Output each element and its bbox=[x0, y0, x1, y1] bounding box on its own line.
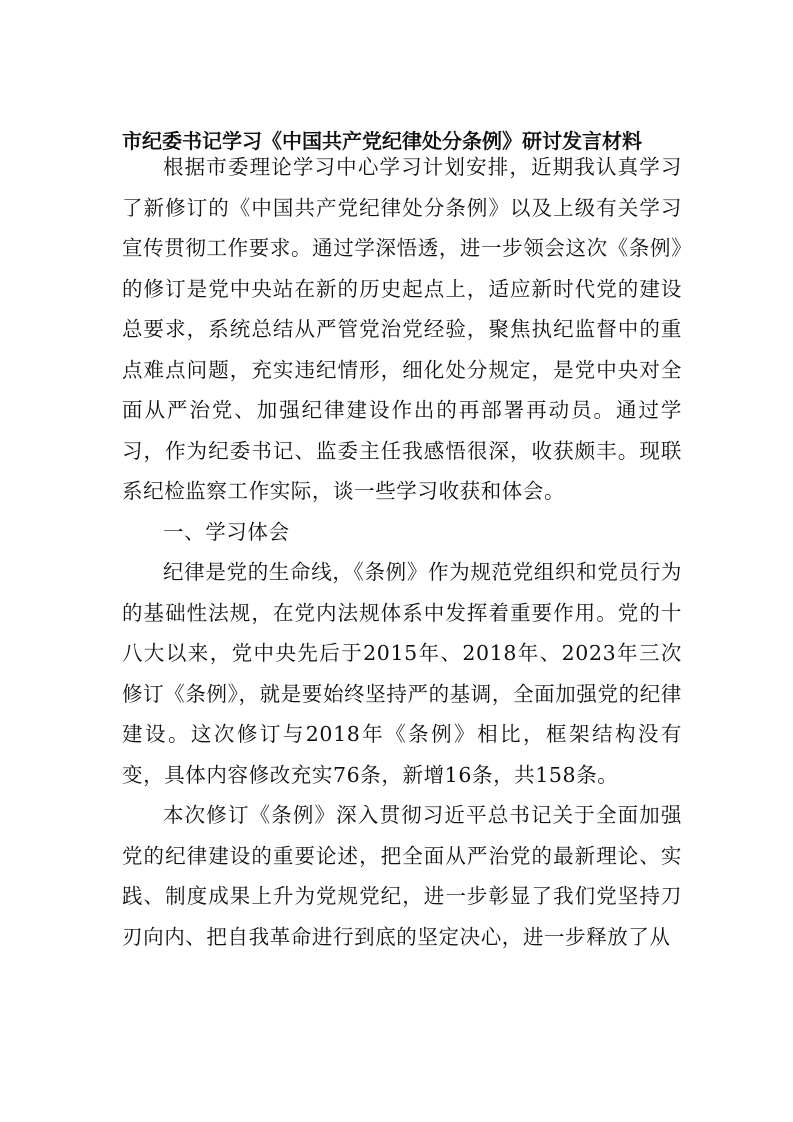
paragraph-intro: 根据市委理论学习中心学习计划安排，近期我认真学习了新修订的《中国共产党纪律处分条例》以及上级有关学习宣传贯彻工作要求。通过学深悟透，进一步领会这次《条例》的修订是党中央站在新的历史起点上，适应新时代党的建设总要求，系统总结从严管党治党经验，聚焦执纪监督中的重点难点问题，充实违纪情形，细化处分规定，是党中央对全面从严治党、加强纪律建设作出的再部署再动员。通过学习，作为纪委书记、监委主任我感悟很深，收获颇丰。现联系纪检监察工作实际，谈一些学习收获和体会。 bbox=[122, 155, 682, 503]
document-body bbox=[122, 147, 682, 957]
section-heading: 一、学习体会 bbox=[163, 519, 290, 544]
document-title: 市纪委书记学习《中国共产党纪律处分条例》研讨发言材料 bbox=[122, 129, 642, 153]
paragraph-revision: 本次修订《条例》深入贯彻习近平总书记关于全面加强党的纪律建设的重要论述，把全面从严治党的最新理论、实践、制度成果上升为党规党纪，进一步彰显了我们党坚持刀刃向内、把自我革命进行到底的坚定决心，进一步释放了从 bbox=[122, 803, 682, 949]
paragraph-discipline: 纪律是党的生命线，《条例》作为规范党组织和党员行为的基础性法规，在党内法规体系中发挥着重要作用。党的十八大以来，党中央先后于2015年、2018年、2023年三次修订《条例》，就是要始终坚持严的基调，全面加强党的纪律建设。这次修订与2018年《条例》相比，框架结构没有变，具体内容修改充实76条，新增16条，共158条。 bbox=[122, 560, 682, 787]
